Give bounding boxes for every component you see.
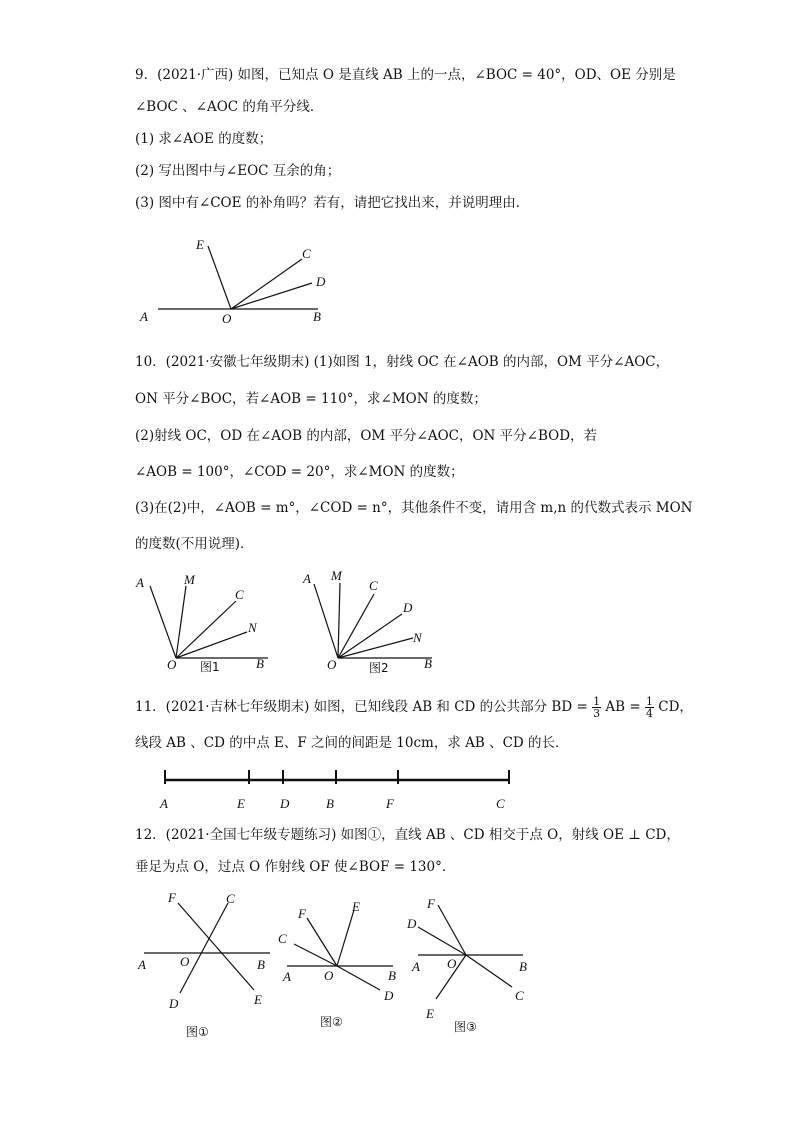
q10-f2-label-d: D xyxy=(403,600,413,615)
q12-line1: 12．(2021·全国七年级专题练习) 如图①，直线 AB 、CD 相交于点 O，射线 OE ⊥ CD， xyxy=(135,827,680,843)
q12-f1-label-a: A xyxy=(138,957,146,972)
q12-f1-label-b: B xyxy=(257,957,265,972)
q10-f2-label-a: A xyxy=(303,571,311,586)
q10-line5: (3)在(2)中，∠AOB = m°，∠COD = n°，其他条件不变，请用含 m,n 的代数式表示 MON xyxy=(135,500,693,516)
q12-f3-label-f: F xyxy=(427,896,435,911)
q10-f2-label-o: O xyxy=(327,657,337,672)
q9-label-o: O xyxy=(222,311,232,326)
q11-label-b: B xyxy=(326,796,334,811)
q12-f2-label-f: F xyxy=(298,906,306,921)
q9-label-b: B xyxy=(313,309,321,324)
q10-f1-caption: 图1 xyxy=(200,660,220,674)
q11-line2: 线段 AB 、CD 的中点 E、F 之间的间距是 10cm，求 AB 、CD 的长． xyxy=(135,735,569,751)
q12-f2-caption: 图② xyxy=(320,1015,343,1029)
q12-f1-label-o: O xyxy=(180,954,190,969)
q9-part1: (1) 求∠AOE 的度数； xyxy=(135,131,273,147)
q10-f1-label-b: B xyxy=(256,656,264,671)
q11-line1-start: 11．(2021·吉林七年级期末) 如图，已知线段 AB 和 CD 的公共部分 BD = xyxy=(135,699,588,715)
q12-f3-label-o: O xyxy=(447,956,457,971)
q9-label-d: D xyxy=(316,274,326,289)
q11-label-c: C xyxy=(496,796,505,811)
q11-label-d: D xyxy=(280,796,290,811)
q12-f2-label-d: D xyxy=(384,988,394,1003)
q12-f2-label-e: E xyxy=(352,899,360,914)
q12-f2-label-o: O xyxy=(324,968,334,983)
q9-line2: ∠BOC 、∠AOC 的角平分线． xyxy=(135,99,324,115)
q12-f1-label-f: F xyxy=(168,890,176,905)
q12-f1-label-c: C xyxy=(226,891,235,906)
q9-label-a: A xyxy=(140,309,148,324)
q10-f1-label-n: N xyxy=(248,620,257,635)
q11-label-a: A xyxy=(160,796,168,811)
q10-f2-label-n: N xyxy=(413,630,422,645)
q10-f2-caption: 图2 xyxy=(369,661,389,675)
q10-line4: ∠AOB = 100°，∠COD = 20°，求∠MON 的度数； xyxy=(135,464,464,480)
q10-f1-label-o: O xyxy=(167,657,177,672)
q12-f3-label-e: E xyxy=(426,1006,434,1021)
q9-label-e: E xyxy=(196,237,204,252)
q10-line3: (2)射线 OC，OD 在∠AOB 的内部，OM 平分∠AOC，ON 平分∠BOD，若 xyxy=(135,428,598,444)
q12-f1-label-e: E xyxy=(254,992,262,1007)
q10-line1: 10．(2021·安徽七年级期末) (1)如图 1，射线 OC 在∠AOB 的内部，OM 平分∠AOC， xyxy=(135,354,670,370)
q10-f2-label-c: C xyxy=(369,578,378,593)
q10-line2: ON 平分∠BOC，若∠AOB = 110°，求∠MON 的度数； xyxy=(135,391,487,407)
q10-f2-label-b: B xyxy=(424,656,432,671)
q9-label-c: C xyxy=(302,246,311,261)
q12-f1-caption: 图① xyxy=(186,1025,209,1039)
q11-fraction-2: $\frac{1}{4}$ xyxy=(645,695,653,720)
q10-f1-label-c: C xyxy=(235,587,244,602)
q12-f3-label-a: A xyxy=(412,959,420,974)
q9-part3: (3) 图中有∠COE 的补角吗？若有，请把它找出来，并说明理由． xyxy=(135,195,530,211)
q10-f2-label-m: M xyxy=(331,568,342,583)
q9-part2: (2) 写出图中与∠EOC 互余的角； xyxy=(135,163,341,179)
q12-f2-label-b: B xyxy=(388,968,396,983)
q9-line1: 9．(2021·广西) 如图，已知点 O 是直线 AB 上的一点，∠BOC = 40°，OD、OE 分别是 xyxy=(135,67,676,83)
q12-f3-label-c: C xyxy=(515,988,524,1003)
q12-f2-label-a: A xyxy=(283,969,291,984)
q12-f2-label-c: C xyxy=(278,931,287,946)
q12-f1-label-d: D xyxy=(169,996,179,1011)
q12-line2: 垂足为点 O，过点 O 作射线 OF 使∠BOF = 130°． xyxy=(135,859,456,875)
q12-f3-caption: 图③ xyxy=(454,1020,477,1034)
q11-fraction-1: $\frac{1}{3}$ xyxy=(593,695,601,720)
q11-line1-mid: AB = xyxy=(605,699,641,715)
q11-line1-end: CD， xyxy=(658,699,693,715)
q10-f1-label-a: A xyxy=(136,575,144,590)
q11-label-e: E xyxy=(237,796,245,811)
q10-f1-label-m: M xyxy=(184,572,195,587)
q12-f3-label-b: B xyxy=(519,959,527,974)
q10-line6: 的度数(不用说理)． xyxy=(135,536,254,552)
q12-f3-label-d: D xyxy=(407,916,417,931)
q11-label-f: F xyxy=(386,796,394,811)
